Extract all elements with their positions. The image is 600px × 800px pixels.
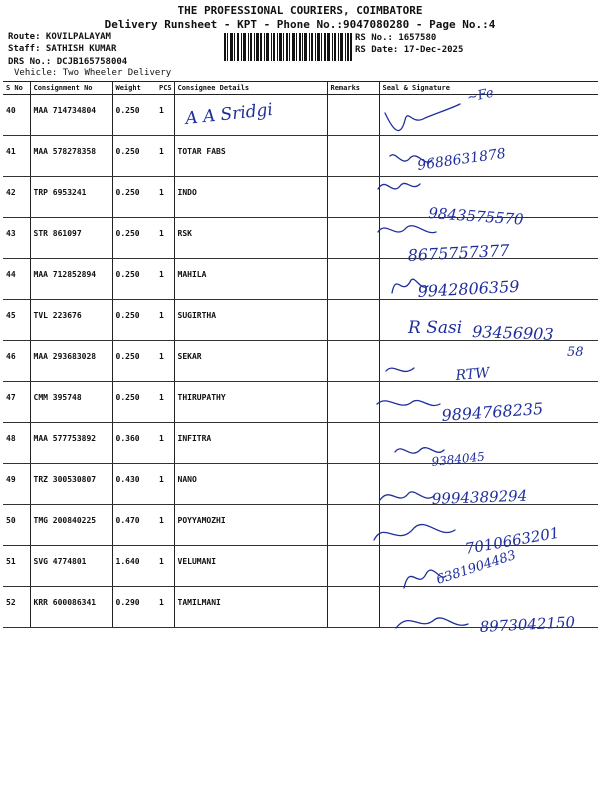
cell-weight: 0.470 (112, 505, 156, 546)
cell-weight: 0.250 (112, 341, 156, 382)
cell-weight: 0.430 (112, 464, 156, 505)
company-title: THE PROFESSIONAL COURIERS, COIMBATORE (177, 4, 423, 17)
cell-consignment-no: KRR 600086341 (30, 587, 112, 628)
cell-weight: 0.250 (112, 177, 156, 218)
handwritten-phone-row43: 8675757377 (407, 240, 510, 265)
table-row (3, 423, 598, 464)
handwritten-phone-row44: 9942806359 (417, 276, 520, 301)
cell-remarks (327, 259, 379, 300)
cell-pcs: 1 (156, 259, 174, 300)
cell-sno: 52 (3, 587, 30, 628)
table-row (3, 136, 598, 177)
cell-remarks (327, 177, 379, 218)
cell-consignment-no: MAA 714734804 (30, 95, 112, 136)
cell-pcs: 1 (156, 423, 174, 464)
cell-remarks (327, 546, 379, 587)
cell-pcs: 1 (156, 177, 174, 218)
route-label: Route: KOVILPALAYAM (8, 32, 111, 42)
cell-weight: 0.250 (112, 259, 156, 300)
table-row (3, 587, 598, 628)
header-remarks: Remarks (327, 82, 379, 95)
cell-sno: 46 (3, 341, 30, 382)
handwritten-phone-row41: 9688631878 (416, 145, 507, 174)
cell-seal-signature (379, 341, 598, 382)
cell-weight: 0.360 (112, 423, 156, 464)
staff-label: Staff: SATHISH KUMAR (8, 44, 117, 54)
cell-consignment-no: CMM 395748 (30, 382, 112, 423)
cell-remarks (327, 423, 379, 464)
cell-pcs: 1 (156, 136, 174, 177)
cell-consignment-no: STR 861097 (30, 218, 112, 259)
cell-pcs: 1 (156, 382, 174, 423)
cell-pcs: 1 (156, 464, 174, 505)
cell-weight: 0.250 (112, 136, 156, 177)
cell-consignment-no: TRZ 300530807 (30, 464, 112, 505)
cell-pcs: 1 (156, 546, 174, 587)
cell-consignee: SEKAR (174, 341, 327, 382)
cell-sno: 40 (3, 95, 30, 136)
cell-weight: 0.250 (112, 300, 156, 341)
cell-consignee (174, 95, 327, 136)
vehicle-label: Vehicle: Two Wheeler Delivery (14, 68, 172, 78)
cell-seal-signature (379, 505, 598, 546)
cell-seal-signature (379, 218, 598, 259)
handwritten-phone-row47: 9894768235 (440, 398, 544, 425)
table-header-row (3, 82, 598, 95)
cell-seal-signature (379, 382, 598, 423)
handwritten-phone-row42: 9843575570 (427, 204, 525, 229)
cell-consignee: MAHILA (174, 259, 327, 300)
cell-remarks (327, 136, 379, 177)
runsheet-table (3, 81, 598, 628)
cell-consignee: INFITRA (174, 423, 327, 464)
cell-consignment-no: TMG 200840225 (30, 505, 112, 546)
cell-seal-signature (379, 300, 598, 341)
cell-sno: 41 (3, 136, 30, 177)
header-pcs: PCS (156, 82, 174, 95)
cell-remarks (327, 95, 379, 136)
cell-consignment-no: MAA 577753892 (30, 423, 112, 464)
cell-remarks (327, 382, 379, 423)
handwritten-name-row45: R Sasi (408, 318, 463, 338)
cell-pcs: 1 (156, 341, 174, 382)
handwritten-phone-row48: 9384045 (430, 449, 486, 469)
header-consignment-no: Consignment No (30, 82, 112, 95)
cell-pcs: 1 (156, 300, 174, 341)
cell-seal-signature (379, 546, 598, 587)
cell-remarks (327, 300, 379, 341)
cell-consignee: POYYAMOZHI (174, 505, 327, 546)
cell-consignee: RSK (174, 218, 327, 259)
header-sno: S No (3, 82, 30, 95)
cell-consignment-no: MAA 712852894 (30, 259, 112, 300)
handwritten-phone-row49: 9994389294 (431, 486, 528, 508)
cell-seal-signature (379, 136, 598, 177)
cell-sno: 48 (3, 423, 30, 464)
cell-sno: 50 (3, 505, 30, 546)
drs-number: DRS No.: DCJB165758004 (8, 57, 128, 67)
cell-weight: 0.250 (112, 95, 156, 136)
cell-pcs: 1 (156, 587, 174, 628)
table-row (3, 300, 598, 341)
table-row (3, 505, 598, 546)
table-row (3, 382, 598, 423)
cell-consignment-no: MAA 293683028 (30, 341, 112, 382)
cell-weight: 0.250 (112, 382, 156, 423)
cell-consignment-no: TVL 223676 (30, 300, 112, 341)
cell-remarks (327, 505, 379, 546)
cell-pcs: 1 (156, 505, 174, 546)
cell-remarks (327, 464, 379, 505)
table-row (3, 546, 598, 587)
cell-consignment-no: TRP 6953241 (30, 177, 112, 218)
handwritten-phone-row45: 93456903 (471, 322, 554, 344)
rs-date: RS Date: 17-Dec-2025 (355, 45, 464, 55)
cell-remarks (327, 341, 379, 382)
cell-pcs: 1 (156, 95, 174, 136)
runsheet-subtitle: Delivery Runsheet - KPT - Phone No.:9047080280 - Page No.:4 (104, 18, 496, 31)
cell-sno: 42 (3, 177, 30, 218)
cell-sno: 49 (3, 464, 30, 505)
cell-seal-signature (379, 423, 598, 464)
cell-consignee: TOTAR FABS (174, 136, 327, 177)
cell-sno: 44 (3, 259, 30, 300)
cell-sno: 43 (3, 218, 30, 259)
cell-weight: 0.250 (112, 218, 156, 259)
cell-sno: 51 (3, 546, 30, 587)
table-row (3, 218, 598, 259)
cell-consignment-no: MAA 578278358 (30, 136, 112, 177)
cell-consignee: SUGIRTHA (174, 300, 327, 341)
cell-sno: 47 (3, 382, 30, 423)
header-seal-signature: Seal & Signature (379, 82, 598, 95)
header-weight: Weight (112, 82, 156, 95)
cell-consignee: THIRUPATHY (174, 382, 327, 423)
cell-pcs: 1 (156, 218, 174, 259)
cell-weight: 0.290 (112, 587, 156, 628)
handwritten-consignee-row40: A A Sridgi (184, 99, 274, 129)
handwritten-phone-row50: 7010663201 (463, 523, 561, 558)
cell-seal-signature (379, 177, 598, 218)
handwritten-note-row46: RTW (454, 365, 491, 384)
cell-consignee: TAMILMANI (174, 587, 327, 628)
cell-seal-signature (379, 464, 598, 505)
cell-remarks (327, 587, 379, 628)
table-row (3, 341, 598, 382)
cell-weight: 1.640 (112, 546, 156, 587)
cell-seal-signature (379, 587, 598, 628)
handwritten-phone-row51: 6381904483 (434, 547, 518, 588)
cell-sno: 45 (3, 300, 30, 341)
cell-remarks (327, 218, 379, 259)
table-row (3, 177, 598, 218)
cell-seal-signature (379, 259, 598, 300)
table-row (3, 464, 598, 505)
cell-consignee: VELUMANI (174, 546, 327, 587)
barcode-image (224, 33, 352, 61)
cell-seal-signature (379, 95, 598, 136)
table-row (3, 259, 598, 300)
rs-number: RS No.: 1657580 (355, 33, 437, 43)
table-row (3, 95, 598, 136)
handwritten-seal-row40: ~Fe (465, 85, 496, 106)
header-consignee-details: Consignee Details (174, 82, 327, 95)
cell-consignment-no: SVG 4774801 (30, 546, 112, 587)
cell-consignee: INDO (174, 177, 327, 218)
cell-consignee: NANO (174, 464, 327, 505)
handwritten-phone-row52: 8973042150 (479, 613, 576, 636)
handwritten-phone-tail-row45: 58 (567, 345, 584, 360)
